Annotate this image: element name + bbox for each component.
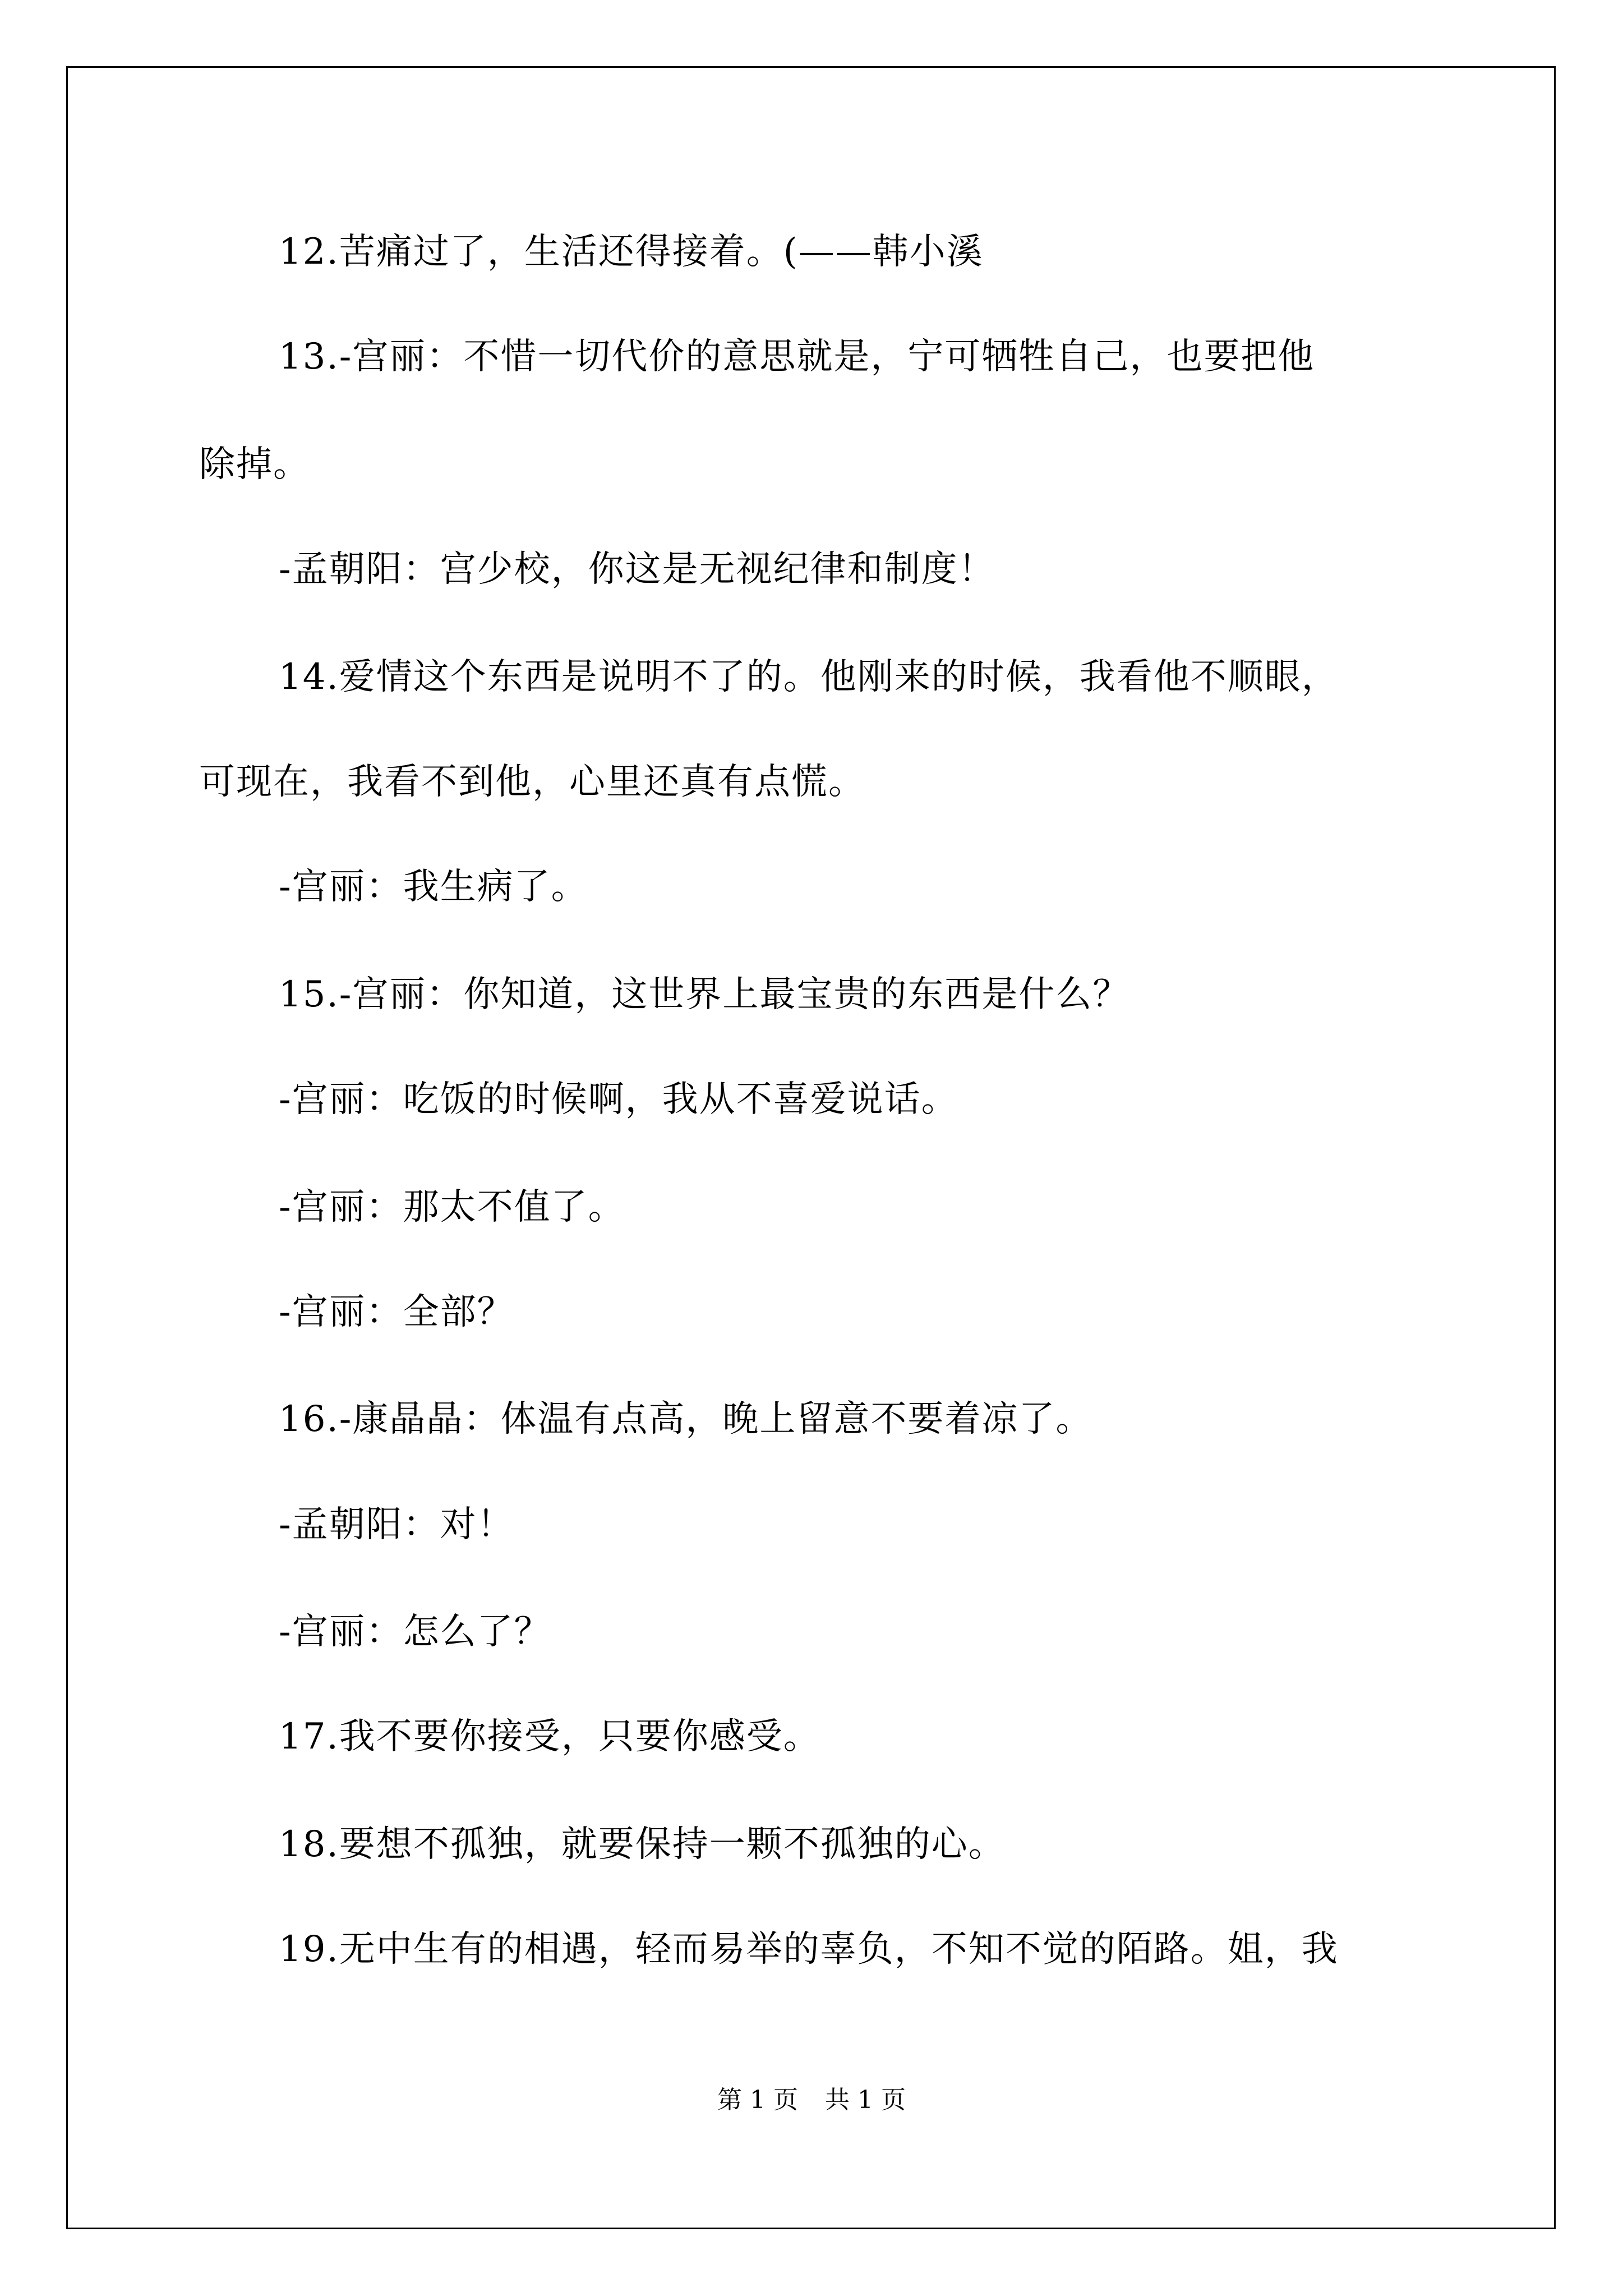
- text-line: -孟朝阳：宫少校，你这是无视纪律和制度！: [279, 549, 995, 590]
- text-line: 可现在，我看不到他，心里还真有点慌。: [199, 761, 865, 803]
- text-line: 15.-宫丽：你知道，这世界上最宝贵的东西是什么？: [279, 974, 1130, 1015]
- text-line: 12.苦痛过了，生活还得接着。(——韩小溪: [279, 231, 984, 273]
- page-total: 共 1 页: [825, 2086, 906, 2114]
- text-line: -宫丽：全部？: [279, 1291, 514, 1333]
- text-line: 17.我不要你接受，只要你感受。: [279, 1716, 820, 1757]
- text-line: -宫丽：那太不值了。: [279, 1186, 625, 1228]
- text-line: -宫丽：怎么了？: [279, 1611, 551, 1653]
- page-footer: [0, 2085, 1623, 2116]
- text-line: -宫丽：吃饭的时候啊，我从不喜爱说话。: [279, 1079, 958, 1120]
- text-line: 除掉。: [199, 444, 310, 485]
- text-line: 14.爱情这个东西是说明不了的。他刚来的时候，我看他不顺眼，: [279, 656, 1339, 698]
- text-line: -孟朝阳：对！: [279, 1504, 514, 1545]
- page-number: 第 1 页: [717, 2086, 798, 2114]
- text-line: 13.-宫丽：不惜一切代价的意思就是，宁可牺牲自己，也要把他: [279, 336, 1315, 378]
- text-line: -宫丽：我生病了。: [279, 866, 588, 908]
- text-line: 19.无中生有的相遇，轻而易举的辜负，不知不觉的陌路。姐，我: [279, 1929, 1339, 1970]
- text-line: 16.-康晶晶：体温有点高，晚上留意不要着凉了。: [279, 1398, 1093, 1440]
- text-line: 18.要想不孤独，就要保持一颗不孤独的心。: [279, 1824, 1006, 1865]
- page-border: [66, 66, 1556, 2229]
